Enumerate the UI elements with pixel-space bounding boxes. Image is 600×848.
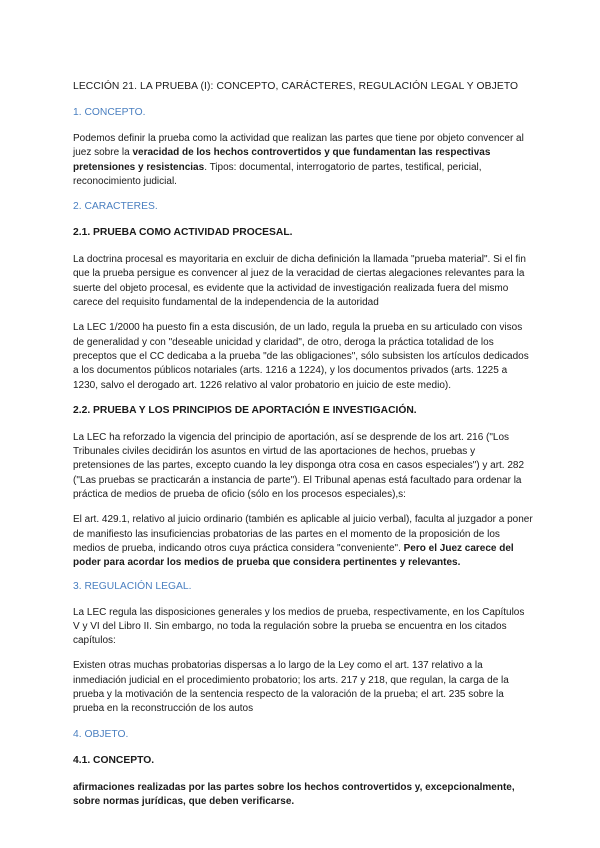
section-heading-caracteres: 2. CARACTERES. [73,201,158,213]
lesson-title: LECCIÓN 21. LA PRUEBA (I): CONCEPTO, CARÁCTERES, REGULACIÓN LEGAL Y OBJETO [73,81,519,92]
actividad-procesal-paragraph-2: La LEC 1/2000 ha puesto fin a esta discusión, de un lado, regula la prueba en su articulado con visos de generalidad y con "deseable unicidad y claridad", de otro, deroga la práctica totalidad de los preceptos que el CC dedicaba a la prueba "de las obligaciones", sólo subsisten los artículos dedicados a los documentos públicos notariales (arts. 1216 a 1224), y los documentos privados (arts. 1225 a 1230, salvo el derogado art. 1226 relativo al valor probatorio en juicio de este medio). [73,322,529,391]
principios-text-a: El art. 429.1, relativo al juicio ordinario (también es aplicable al juicio verbal), faculta al juzgador a poner de manifiesto las insuficiencias probatorias de las partes en el momento de la proposición de los medios de prueba, indicando otros cuya práctica considera "conveniente". [73,514,533,554]
section-heading-objeto: 4. OBJETO. [73,728,129,740]
concepto-paragraph [73,132,533,189]
principios-text-bold: Pero el Juez carece del poder para acordar los medios de prueba que considera pertinentes y relevantes. [73,542,514,569]
subsection-heading-objeto-concepto: 4.1. CONCEPTO. [73,754,155,766]
principios-paragraph-1: La LEC ha reforzado la vigencia del principio de aportación, así se desprende de los art. 216 ("Los Tribunales civiles decidirán los asuntos en virtud de las aportaciones de hechos, pruebas y pretensiones de las partes, excepto cuando la ley disponga otra cosa en casos especiales") y art. 282 ("Las pruebas se practicarán a instancia de parte"). El Tribunal apenas está facultado para ordenar la práctica de medios de prueba de oficio (sólo en los procesos especiales),s: [73,431,525,501]
subsection-heading-actividad-procesal: 2.1. PRUEBA COMO ACTIVIDAD PROCESAL. [73,227,293,239]
regulacion-paragraph-1: La LEC regula las disposiciones generales y los medios de prueba, respectivamente, en los Capítulos V y VI del Libro II. Sin embargo, no toda la regulación sobre la prueba se encuentra en los citados capítulos: [73,606,525,647]
principios-paragraph-2 [73,513,533,570]
section-heading-regulacion-legal: 3. REGULACIÓN LEGAL. [73,580,192,592]
actividad-procesal-paragraph-1: La doctrina procesal es mayoritaria en excluir de dicha definición la llamada "prueba material". Si el fin que la prueba persigue es convencer al juez de la veracidad de ciertas alegaciones relevantes para la suerte del objeto procesal, es evidente que la actividad de investigación realizada fuera del mismo carece del requisito fundamental de la independencia de la autoridad [73,254,526,309]
subsection-heading-principios: 2.2. PRUEBA Y LOS PRINCIPIOS DE APORTACIÓN E INVESTIGACIÓN. [73,404,417,416]
regulacion-paragraph-2: Existen otras muchas probatorias dispersas a lo largo de la Ley como el art. 137 relativo a la inmediación judicial en el procedimiento probatorio; los arts. 217 y 218, que regulan, la carga de la prueba y la motivación de la sentencia respecto de la valoración de la prueba; el art. 235 sobre la prueba en la reconstrucción de los autos [73,660,509,715]
concepto-text-a: Podemos definir la prueba como la actividad que realizan las partes que tiene por objeto convencer al juez sobre la [73,133,524,159]
section-heading-concepto: 1. CONCEPTO. [73,107,146,118]
objeto-concepto-paragraph [73,781,533,810]
document-content [73,80,533,820]
concepto-text-c: . Tipos: documental, interrogatorio de partes, testifical, pericial, reconocimiento judicial. [73,161,482,187]
objeto-concepto-text-bold: afirmaciones realizadas por las partes sobre los hechos controvertidos y, excepcionalmente, sobre normas jurídicas, que deben verificarse. [73,781,515,807]
concepto-text-bold: veracidad de los hechos controvertidos y que fundamentan las respectivas pretensiones y resistencias [73,147,491,173]
